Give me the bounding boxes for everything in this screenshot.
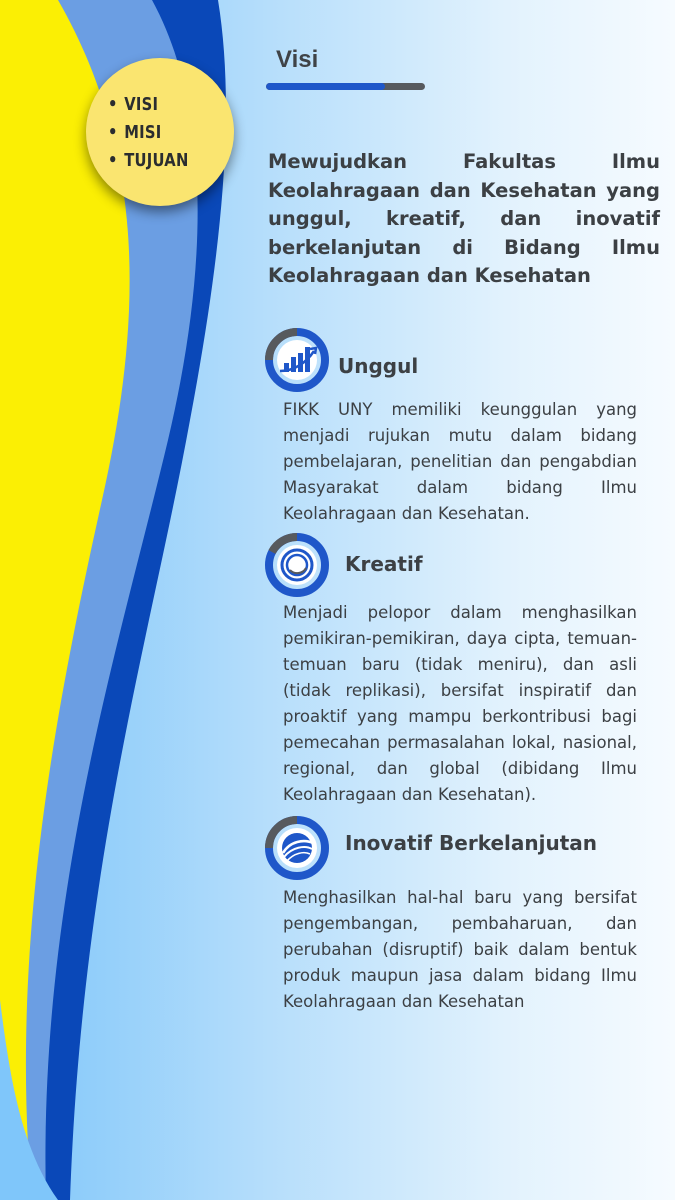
title-progress-fill <box>266 83 385 90</box>
item-text-kreatif: Menjadi pelopor dalam menghasilkan pemikiran-pemikiran, daya cipta, temuan-temuan baru (tidak meniru), dan asli (tidak replikasi), bersifat inspiratif dan proaktif yang mampu berkontribusi bagi pemecahan permasalahan lokal, nasional, regional, dan global (dibidang Ilmu Keolahragaan dan Kesehatan). <box>283 603 637 804</box>
bar-chart-growth-icon <box>264 327 330 393</box>
badge-item-visi: • VISI <box>108 91 189 119</box>
visi-misi-tujuan-badge <box>86 58 234 206</box>
item-text-unggul: FIKK UNY memiliki keunggulan yang menjadi rujukan mutu dalam bidang pembelajaran, penelitian dan pengabdian Masyarakat dalam bidang Ilmu Keolahragaan dan Kesehatan. <box>283 400 637 523</box>
concentric-circle-icon <box>264 532 330 598</box>
badge-item-tujuan: • TUJUAN <box>108 147 189 175</box>
item-title-unggul: Unggul <box>338 354 419 378</box>
section-title: Visi <box>276 46 319 73</box>
badge-item-misi: • MISI <box>108 119 189 147</box>
globe-swoosh-icon <box>264 815 330 881</box>
title-progress-bar <box>266 83 425 90</box>
item-title-inovatif: Inovatif Berkelanjutan <box>345 831 598 855</box>
item-text-inovatif: Menghasilkan hal-hal baru yang bersifat pengembangan, pembaharuan, dan perubahan (disruptif) baik dalam bentuk produk maupun jasa dalam bidang Ilmu Keolahragaan dan Kesehatan <box>283 888 637 1011</box>
item-title-kreatif: Kreatif <box>345 552 423 576</box>
visi-statement: Mewujudkan Fakultas Ilmu Keolahragaan dan Kesehatan yang unggul, kreatif, dan inovatif berkelanjutan di Bidang Ilmu Keolahragaan dan Kesehatan <box>268 150 660 287</box>
badge-list <box>108 91 206 175</box>
